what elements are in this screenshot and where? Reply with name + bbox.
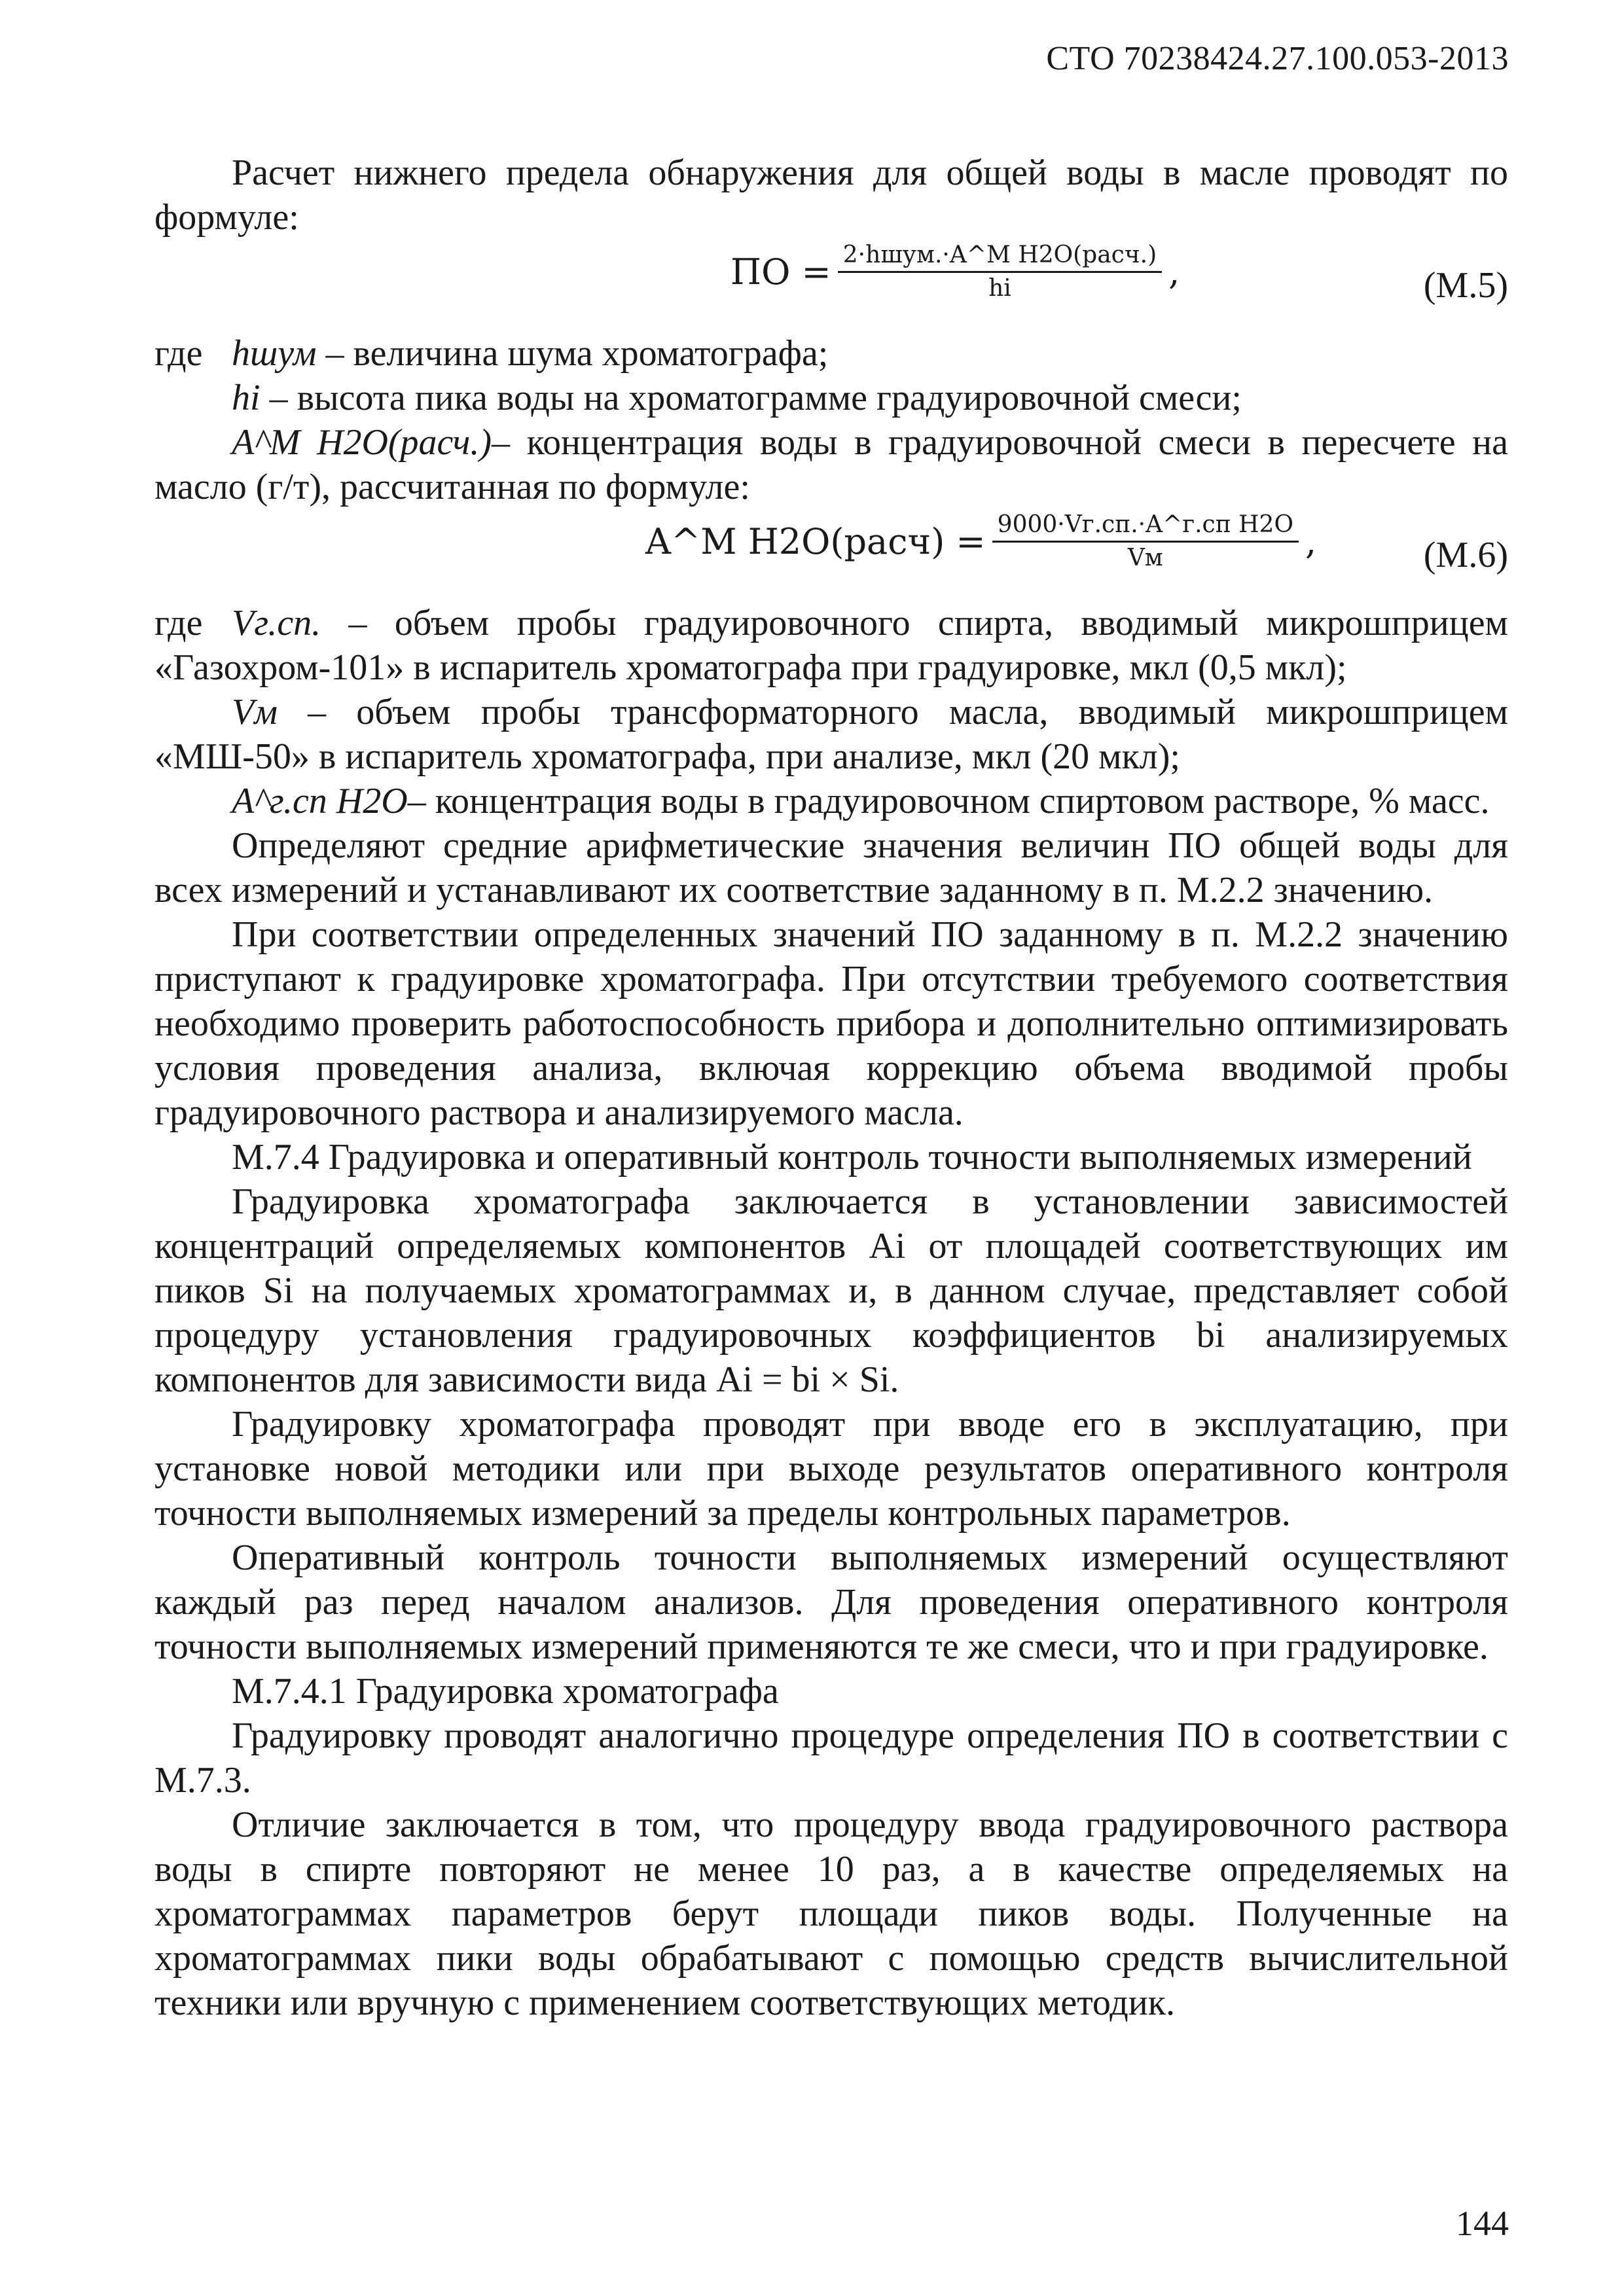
definition-v-oil — [154, 690, 1508, 779]
document-body — [154, 151, 1508, 2025]
symbol-h-noise: hшум — [232, 333, 317, 374]
definition-v-spirit — [154, 601, 1508, 690]
formula-m6-denominator: Vм — [1127, 545, 1163, 571]
where-label: где — [154, 333, 203, 374]
formula-m5-tail: , — [1168, 251, 1180, 293]
definition-v-oil-text: – объем пробы трансформаторного масла, вводимый микрошприцем «МШ-50» в испаритель хроматографа, при анализе, мкл (20 мкл); — [154, 692, 1509, 777]
formula-m6-number: (М.6) — [1423, 535, 1508, 575]
paragraph-difference: Отличие заключается в том, что процедуру ввода градуировочного раствора воды в спирте повторяют не менее 10 раз, а в качестве определяемых на хроматограммах параметров берут площади пиков воды. Полученные на хроматограммах пики воды обрабатывают с помощью средств вычислительной техники или вручную с применением соответствующих методик. — [154, 1804, 1508, 2023]
paragraph-mean-values: Определяют средние арифметические значения величин ПО общей воды для всех измерений и устанавливают их соответствие заданному в п. М.2.2 значению. — [154, 825, 1508, 910]
definition-a-spirit — [154, 779, 1508, 823]
definition-a-calc — [154, 420, 1508, 509]
formula-m5 — [154, 240, 1508, 331]
symbol-a-calc: A^M H2O(расч.) — [232, 422, 492, 463]
definition-hi-text: – высота пика воды на хроматограмме градуировочной смеси; — [269, 378, 1242, 418]
document-code-header: СТО 70238424.27.100.053-2013 — [1046, 40, 1509, 77]
definition-a-calc-text: – концентрация воды в градуировочной смеси в пересчете на масло (г/т), рассчитанная по формуле: — [154, 422, 1509, 507]
formula-m6-tail: , — [1305, 520, 1317, 562]
definition-h-noise-text: – величина шума хроматографа; — [325, 333, 829, 374]
section-heading-m74: М.7.4 Градуировка и оперативный контроль точности выполняемых измерений — [232, 1137, 1472, 1177]
symbol-hi: hi — [232, 378, 261, 418]
formula-m5-denominator: hi — [988, 275, 1011, 302]
formula-m5-numerator: 2·hшум.·A^M H2O(расч.) — [838, 240, 1162, 273]
formula-m6 — [154, 509, 1508, 601]
where-label-2: где — [154, 603, 203, 643]
definition-h-noise — [154, 331, 1508, 376]
formula-m5-number: (М.5) — [1423, 265, 1508, 306]
symbol-v-oil: Vм — [232, 692, 278, 732]
definition-hi — [154, 376, 1508, 420]
paragraph-operative-control: Оперативный контроль точности выполняемых измерений осуществляют каждый раз перед началом анализов. Для проведения оперативного контроля точности выполняемых измерений применяются те же смеси, что и при градуировке. — [154, 1537, 1508, 1667]
paragraph-intro: Расчет нижнего предела обнаружения для общей воды в масле проводят по формуле: — [154, 152, 1508, 238]
definition-v-spirit-text: – объем пробы градуировочного спирта, вводимый микрошприцем «Газохром-101» в испаритель хроматографа при градуировке, мкл (0,5 мкл); — [154, 603, 1508, 688]
section-heading-m741: М.7.4.1 Градуировка хроматографа — [232, 1671, 779, 1712]
paragraph-compliance: При соответствии определенных значений ПО заданному в п. М.2.2 значению приступают к градуировке хроматографа. При отсутствии требуемого соответствия необходимо проверить работоспособность прибора и дополнительно оптимизировать условия проведения анализа, включая коррекцию объема вводимой пробы градуировочного раствора и анализируемого масла. — [154, 914, 1508, 1133]
symbol-a-spirit: A^г.сп H2O — [232, 781, 408, 821]
paragraph-calibration-procedure: Градуировку проводят аналогично процедуре определения ПО в соответствии с М.7.3. — [154, 1715, 1508, 1801]
formula-m5-lhs: ПО = — [731, 251, 831, 293]
page-number: 144 — [1456, 2204, 1509, 2243]
symbol-v-spirit: Vг.сп. — [232, 603, 321, 643]
formula-m6-numerator: 9000·Vг.сп.·A^г.сп H2O — [992, 509, 1299, 543]
formula-m5-fraction — [838, 240, 1162, 304]
definition-a-spirit-text: – концентрация воды в градуировочном спиртовом растворе, % масс. — [407, 781, 1490, 821]
paragraph-calibration-definition: Градуировка хроматографа заключается в установлении зависимостей концентраций определяемых компонентов Ai от площадей соответствующих им пиков Si на получаемых хроматограммах и, в данном случае, представляет собой процедуру установления градуировочных коэффициентов bi анализируемых компонентов для зависимости вида Ai = bi × Si. — [154, 1181, 1508, 1400]
formula-m6-fraction — [992, 509, 1299, 574]
paragraph-calibration-when: Градуировку хроматографа проводят при вводе его в эксплуатацию, при установке новой методики или при выходе результатов оперативного контроля точности выполняемых измерений за пределы контрольных параметров. — [154, 1404, 1508, 1534]
formula-m6-lhs: A^M H2O(расч) = — [645, 520, 986, 562]
